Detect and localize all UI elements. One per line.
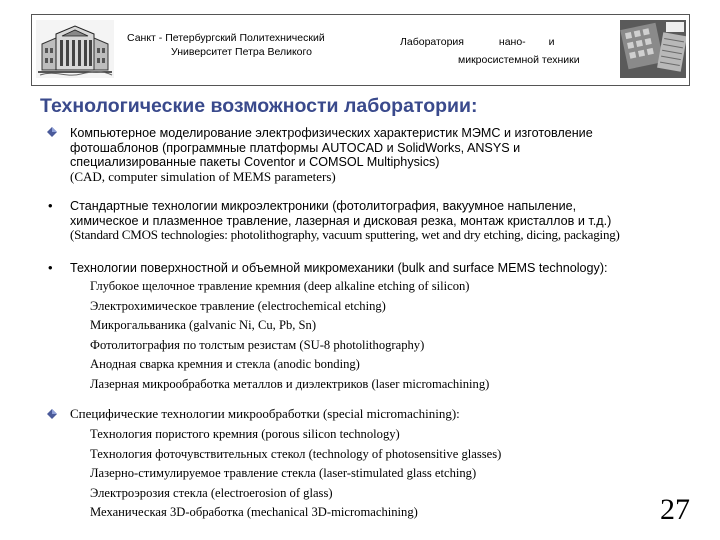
sub-item: Технология фоточувствительных стекол (technology of photosensitive glasses) (90, 446, 502, 461)
microchip-photo-icon (620, 20, 686, 78)
lab-word-1: Лаборатория (400, 36, 464, 48)
slide-title: Технологические возможности лаборатории: (40, 95, 478, 117)
sub-item: Механическая 3D-обработка (mechanical 3D-micromachining) (90, 505, 418, 520)
diamond-bullet-icon (47, 409, 57, 419)
sub-item: Технология пористого кремния (porous silicon technology) (90, 427, 400, 441)
sub-item: Микрогальваника (galvanic Ni, Cu, Pb, Sn) (90, 318, 317, 333)
university-building-icon (36, 20, 114, 78)
list-item: Компьютерное моделирование электрофизических характеристик МЭМС и изготовление фотошаблонов (программные платформы AUTOCAD и SolidWorks, ANSYS и специализированные пакеты Coventor и COMSOL Multiphysics) (CAD, computer simulation of MEMS parameters) (70, 126, 593, 184)
sub-item: Фотолитография по толстым резистам (SU-8 photolithography) (90, 337, 425, 352)
sub-item: Лазерная микрообработка металлов и диэлектриков (laser micromachining) (90, 376, 490, 391)
university-line-1: Санкт - Петербургский Политехнический (127, 32, 325, 44)
list-item: Специфические технологии микрообработки (special micromachining): (70, 406, 460, 421)
dot-bullet-icon: • (48, 198, 53, 213)
sub-item: Лазерно-стимулируемое травление стекла (laser-stimulated glass etching) (90, 466, 477, 481)
lab-word-2: нано- (498, 36, 526, 48)
university-line-2: Университет Петра Великого (171, 46, 312, 58)
laboratory-name (400, 33, 580, 69)
sub-item: Электроэрозия стекла (electroerosion of glass) (90, 485, 333, 500)
sub-list (90, 277, 489, 395)
list-item: Технологии поверхностной и объемной микромеханики (bulk and surface MEMS technology): (70, 261, 608, 275)
university-name (127, 31, 325, 59)
sub-item: Глубокое щелочное травление кремния (deep alkaline etching of silicon) (90, 279, 470, 293)
dot-bullet-icon: • (48, 260, 53, 275)
lab-word-3: и (548, 36, 555, 48)
sub-item: Электрохимическое травление (electrochemical etching) (90, 298, 386, 313)
page-number: 27 (660, 493, 690, 526)
list-item: Стандартные технологии микроэлектроники (фотолитография, вакуумное напыление, химическое и плазменное травление, лазерная и дисковая резка, монтаж кристаллов и т.д.) (Standard CMOS technologies: photolithography, vacuum sputtering, wet and dry etching, dicing, packaging) (70, 199, 620, 243)
sub-list (90, 425, 501, 523)
lab-line-2: микросистемной техники (458, 54, 580, 66)
sub-item: Анодная сварка кремния и стекла (anodic bonding) (90, 357, 360, 372)
diamond-bullet-icon (47, 127, 57, 137)
